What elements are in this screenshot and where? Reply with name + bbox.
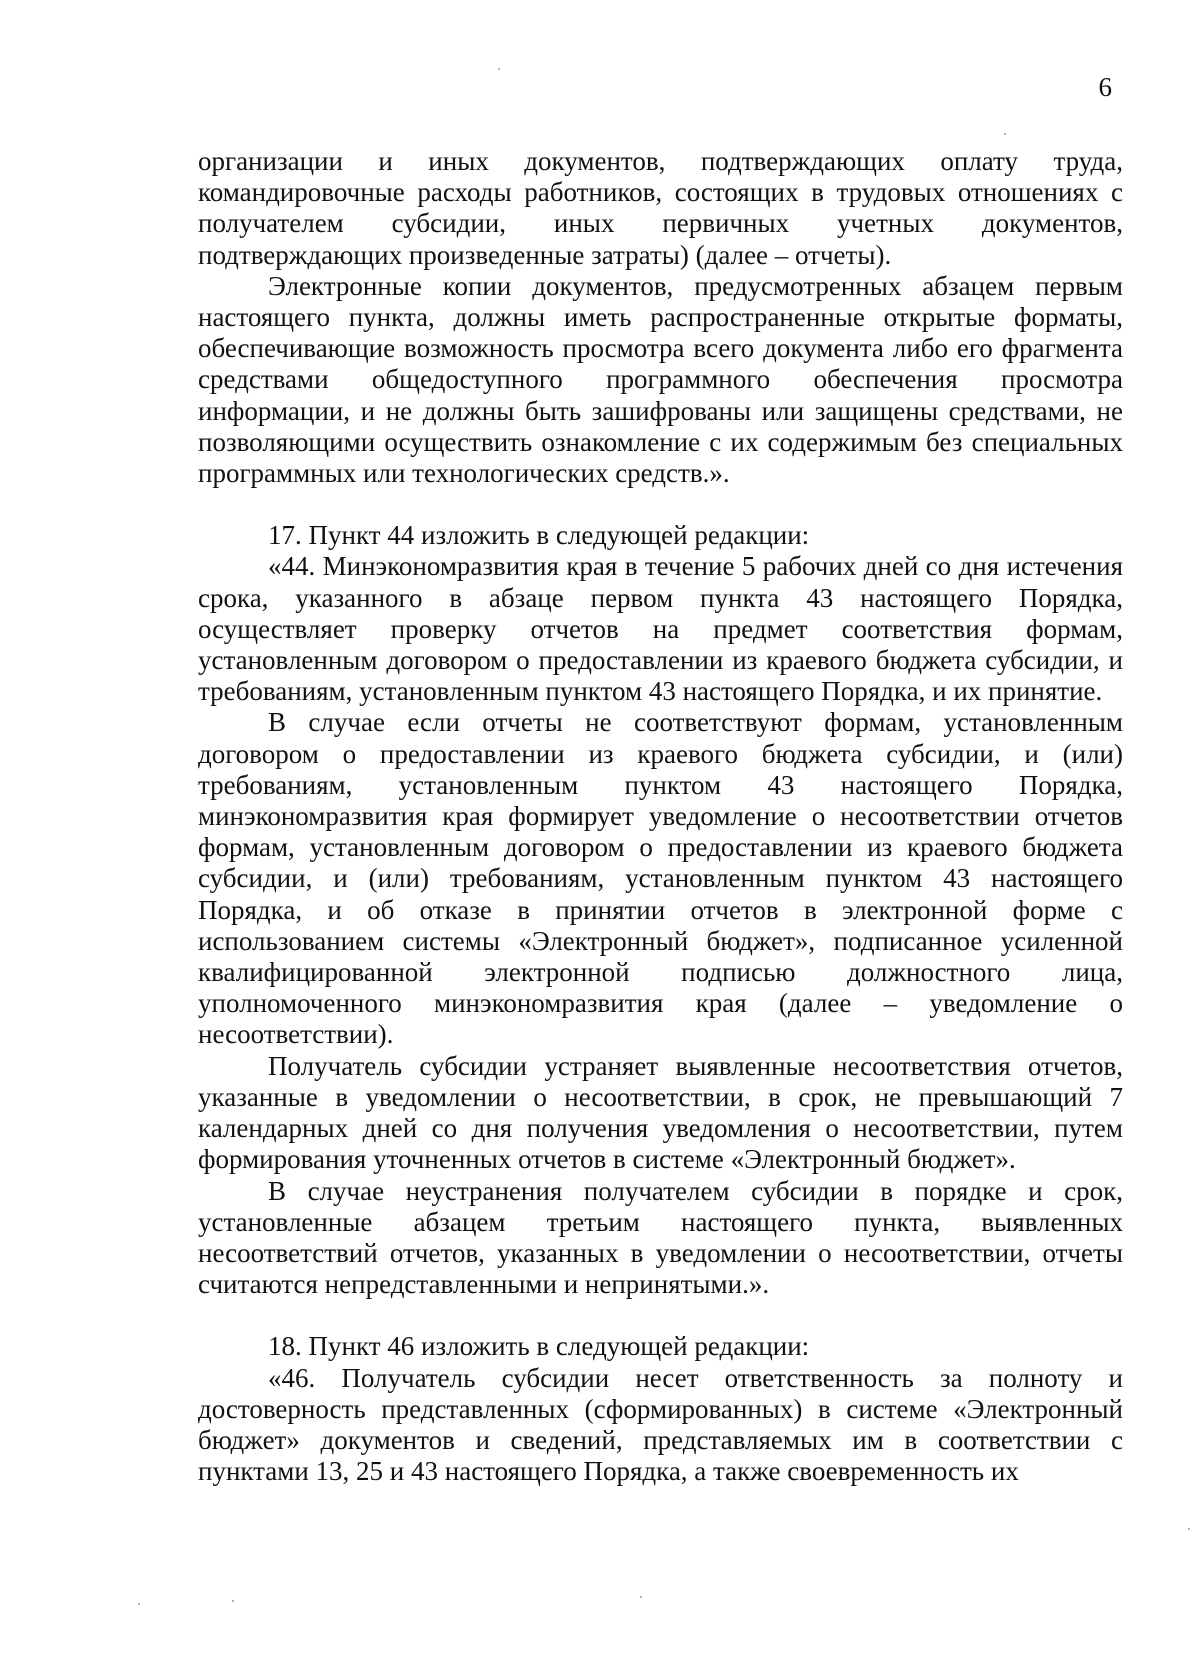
paragraph-recipient-remedies: Получатель субсидии устраняет выявленные несоответствия отчетов, указанные в уведомлении о несоответствии, в срок, не превышающий 7 календарных дней со дня получения уведомления о несоответствии, путем формирования уточненных отчетов в системе «Электронный бюджет».: [198, 1050, 1123, 1175]
scan-speck: [1004, 133, 1006, 135]
scan-speck: [640, 1596, 642, 1598]
scan-speck: [138, 1603, 140, 1605]
paragraph-not-remedied: В случае неустранения получателем субсидии в порядке и срок, установленные абзацем третьим настоящего пункта, выявленных несоответствий отчетов, указанных в уведомлении о несоответствии, отчеты считаются непредставленными и непринятыми.».: [198, 1175, 1123, 1300]
item-17-heading: 17. Пункт 44 изложить в следующей редакции:: [268, 520, 810, 551]
paragraph-nonconformity-notice: В случае если отчеты не соответствуют формам, установленным договором о предоставлении из краевого бюджета субсидии, и (или) требованиям, установленным пунктом 43 настоящего Порядка, минэкономразвития края формирует уведомление о несоответствии отчетов формам, установленным договором о предоставлении из краевого бюджета субсидии, и (или) требованиям, установленным пунктом 43 настоящего Порядка, и об отказе в принятии отчетов в электронной форме с использованием системы «Электронный бюджет», подписанное усиленной квалифицированной электронной подписью должностного лица, уполномоченного минэкономразвития края (далее – уведомление о несоответствии).: [198, 707, 1123, 1050]
document-body: [198, 146, 1123, 1487]
item-18-heading: 18. Пункт 46 изложить в следующей редакции:: [268, 1331, 810, 1362]
page-number: 6: [1098, 72, 1112, 102]
paragraph-electronic-copies: Электронные копии документов, предусмотренных абзацем первым настоящего пункта, должны иметь распространенные открытые форматы, обеспечивающие возможность просмотра всего документа либо его фрагмента средствами общедоступного программного обеспечения просмотра информации, и не должны быть зашифрованы или защищены средствами, не позволяющими осуществить ознакомление с их содержимым без специальных программных или технологических средств.».: [198, 270, 1123, 489]
scan-speck: [232, 1600, 234, 1602]
paragraph-clause-44: «44. Минэкономразвития края в течение 5 рабочих дней со дня истечения срока, указанного в абзаце первом пункта 43 настоящего Порядка, осуществляет проверку отчетов на предмет соответствия формам, установленным договором о предоставлении из краевого бюджета субсидии, и требованиям, установленным пунктом 43 настоящего Порядка, и их принятие.: [198, 551, 1123, 707]
scan-speck: [498, 68, 500, 70]
scan-speck: [1188, 1528, 1190, 1530]
paragraph-clause-46: «46. Получатель субсидии несет ответственность за полноту и достоверность представленных (сформированных) в системе «Электронный бюджет» документов и сведений, представляемых им в соответствии с пунктами 13, 25 и 43 настоящего Порядка, а также своевременность их: [198, 1362, 1123, 1487]
paragraph-continuation: организации и иных документов, подтверждающих оплату труда, командировочные расходы работников, состоящих в трудовых отношениях с получателем субсидии, иных первичных учетных документов, подтверждающих произведенные затраты) (далее – отчеты).: [198, 146, 1123, 270]
